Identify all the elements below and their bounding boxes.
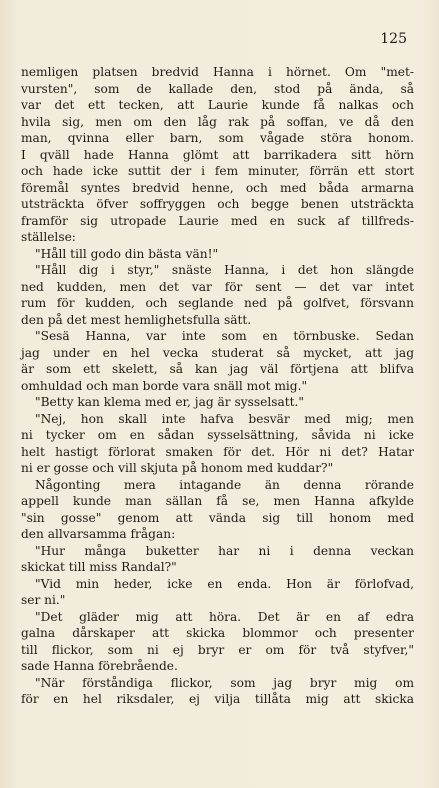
text-line: framför sig utropade Laurie med en suck af tillfreds- xyxy=(21,213,414,228)
text-line: till flickor, som ni ej bryr er om för två styfver," xyxy=(21,642,414,657)
page-number: 125 xyxy=(380,31,407,47)
text-line: föremål syntes bredvid henne, och med båda armarna xyxy=(21,180,414,195)
text-line: den på det mest hemlighetsfulla sätt. xyxy=(21,312,252,327)
text-line: ni er gosse och vill skjuta på honom med kuddar?" xyxy=(21,461,334,475)
text-line: utsträckta öfver soffryggen och begge benen utsträckta xyxy=(21,197,414,211)
text-line: är som ett skelett, så kan jag väl förtjena att blifva xyxy=(21,362,414,376)
text-line: "Nej, hon skall inte hafva besvär med mig; men xyxy=(35,411,414,426)
text-line: omhuldad och man borde vara snäll mot mig." xyxy=(21,378,308,393)
text-line: "Hur många buketter har ni i denna veckan xyxy=(35,543,414,558)
text-line: ni tycker om en sådan sysselsättning, såvida ni icke xyxy=(21,428,414,442)
text-line: och hade icke suttit der i fem minuter, förrän ett stort xyxy=(21,164,414,178)
text-line: I qväll hade Hanna glömt att barrikadera sitt hörn xyxy=(21,147,414,162)
text-line: "Vid min heder, icke en enda. Hon är förlofvad, xyxy=(35,576,414,591)
text-line: sade Hanna förebrående. xyxy=(21,659,178,673)
text-line: hvila sig, men om den låg rak på soffan, ve då den xyxy=(21,114,414,129)
text-line: ställelse: xyxy=(21,230,76,244)
text-line: rum för kudden, och seglande ned på golfvet, försvann xyxy=(21,296,414,310)
text-line: "Det gläder mig att höra. Det är en af edra xyxy=(35,609,414,624)
text-line: "Håll till godo din bästa vän!" xyxy=(35,246,219,261)
text-line: "När förståndiga flickor, som jag bryr mig om xyxy=(35,675,414,690)
text-line: för en hel riksdaler, ej vilja tillåta mig att skicka xyxy=(21,692,414,706)
text-line: den allvarsamma frågan: xyxy=(21,527,176,541)
text-line: skickat till miss Randal?" xyxy=(21,560,177,574)
text-line: "Sesä Hanna, var inte som en törnbuske. Sedan xyxy=(35,329,414,343)
text-line: nemligen platsen bredvid Hanna i hörnet. Om "met- xyxy=(21,65,414,79)
body-text xyxy=(21,64,414,708)
text-line: "Håll dig i styr," snäste Hanna, i det hon slängde xyxy=(35,263,414,277)
text-line: "sin gosse" genom att vända sig till honom med xyxy=(21,510,414,525)
text-line: helt hastigt förlorat smaken för det. Hör ni det? Hatar xyxy=(21,444,414,459)
text-line: galna dårskaper att skicka blommor och presenter xyxy=(21,626,414,640)
text-line: "Betty kan klema med er, jag är sysselsatt." xyxy=(35,395,305,409)
text-line: var det ett tecken, att Laurie kunde få nalkas och xyxy=(21,98,414,112)
text-line: appell kunde man sällan få se, men Hanna afkylde xyxy=(21,494,414,508)
text-line: man, qvinna eller barn, som vågade störa honom. xyxy=(21,131,414,145)
text-line: Någonting mera intagande än denna rörande xyxy=(35,477,414,492)
text-line: ned kudden, men det var för sent — det var intet xyxy=(21,279,414,294)
text-line: vursten", som de kallade den, stod på ända, så xyxy=(21,81,414,96)
text-line: jag under en hel vecka studerat så mycket, att jag xyxy=(21,345,414,360)
text-line: ser ni." xyxy=(21,593,66,607)
